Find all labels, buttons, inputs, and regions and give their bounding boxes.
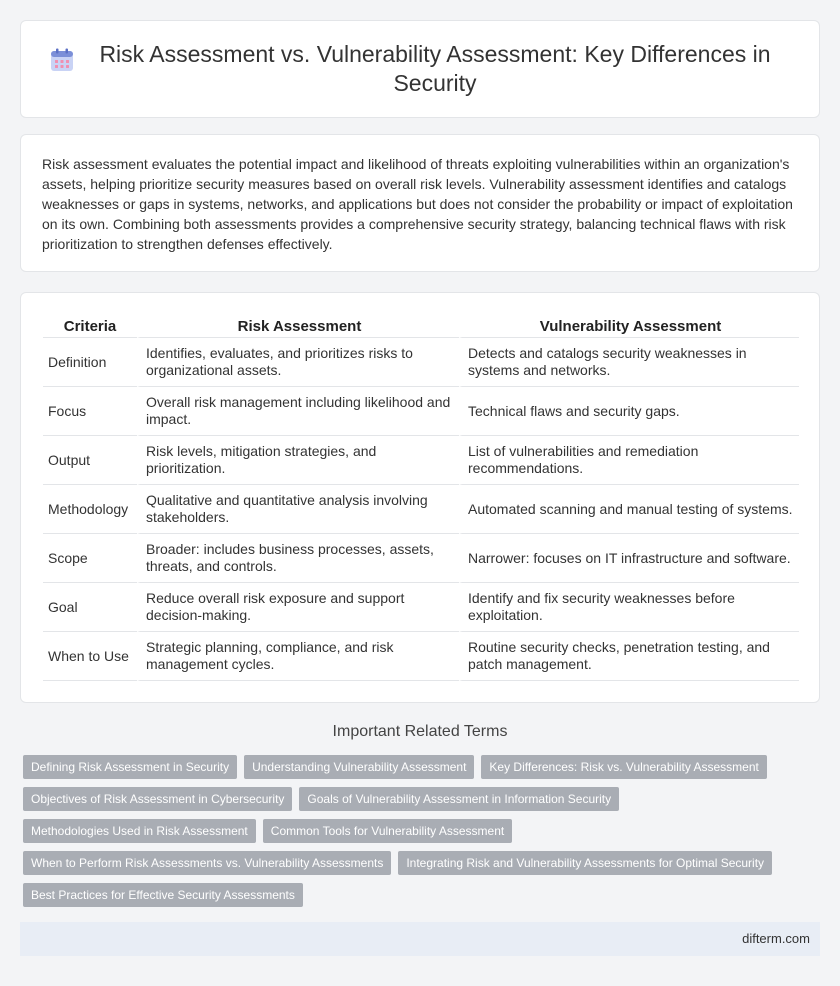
related-term-tag[interactable]: Common Tools for Vulnerability Assessment	[263, 819, 512, 843]
header-card	[20, 20, 820, 118]
table-row	[43, 632, 799, 681]
row-criteria: Methodology	[43, 485, 137, 534]
row-vulnerability-cell: Narrower: focuses on IT infrastructure and software.	[459, 534, 799, 583]
row-risk-cell: Qualitative and quantitative analysis involving stakeholders.	[137, 485, 459, 534]
related-terms-list	[23, 755, 819, 907]
row-vulnerability-cell: Technical flaws and security gaps.	[459, 387, 799, 436]
intro-text: Risk assessment evaluates the potential impact and likelihood of threats exploiting vulnerabilities within an organization's assets, helping prioritize security measures based on overall risk levels. Vulnerability assessment identifies and catalogs weaknesses or gaps in systems, networks, and applications but does not consider the probability or impact of exploitation on its own. Combining both assessments provides a comprehensive security strategy, balancing technical flaws with risk prioritization to strengthen defenses effectively.	[42, 156, 793, 252]
related-term-tag[interactable]: When to Perform Risk Assessments vs. Vulnerability Assessments	[23, 851, 391, 875]
row-risk-cell: Reduce overall risk exposure and support decision-making.	[137, 583, 459, 632]
related-term-tag[interactable]: Goals of Vulnerability Assessment in Information Security	[299, 787, 619, 811]
table-row	[43, 485, 799, 534]
row-risk-cell: Broader: includes business processes, assets, threats, and controls.	[137, 534, 459, 583]
header-vulnerability-assessment: Vulnerability Assessment	[459, 313, 799, 338]
row-vulnerability-cell: Routine security checks, penetration testing, and patch management.	[459, 632, 799, 681]
related-term-tag[interactable]: Objectives of Risk Assessment in Cybersecurity	[23, 787, 292, 811]
row-vulnerability-cell: Identify and fix security weaknesses before exploitation.	[459, 583, 799, 632]
footer	[20, 922, 820, 956]
row-risk-cell: Risk levels, mitigation strategies, and prioritization.	[137, 436, 459, 485]
header-risk-assessment: Risk Assessment	[137, 313, 459, 338]
row-criteria: Goal	[43, 583, 137, 632]
row-vulnerability-cell: Automated scanning and manual testing of systems.	[459, 485, 799, 534]
row-criteria: Definition	[43, 338, 137, 387]
row-criteria: Focus	[43, 387, 137, 436]
row-criteria: When to Use	[43, 632, 137, 681]
table-header-row	[43, 313, 799, 338]
page-title: Risk Assessment vs. Vulnerability Assessment: Key Differences in Security	[99, 41, 771, 96]
row-risk-cell: Identifies, evaluates, and prioritizes risks to organizational assets.	[137, 338, 459, 387]
footer-site-link[interactable]: difterm.com	[742, 931, 810, 946]
comparison-table-card	[20, 292, 820, 703]
table-row	[43, 583, 799, 632]
related-term-tag[interactable]: Understanding Vulnerability Assessment	[244, 755, 474, 779]
row-criteria: Output	[43, 436, 137, 485]
comparison-table	[43, 313, 799, 681]
header-criteria: Criteria	[43, 313, 137, 338]
calendar-icon	[49, 47, 75, 73]
table-row	[43, 534, 799, 583]
intro-card	[20, 134, 820, 272]
related-term-tag[interactable]: Key Differences: Risk vs. Vulnerability Assessment	[481, 755, 766, 779]
related-term-tag[interactable]: Defining Risk Assessment in Security	[23, 755, 237, 779]
row-vulnerability-cell: Detects and catalogs security weaknesses in systems and networks.	[459, 338, 799, 387]
row-risk-cell: Overall risk management including likelihood and impact.	[137, 387, 459, 436]
related-term-tag[interactable]: Best Practices for Effective Security Assessments	[23, 883, 303, 907]
table-row	[43, 436, 799, 485]
row-risk-cell: Strategic planning, compliance, and risk management cycles.	[137, 632, 459, 681]
row-vulnerability-cell: List of vulnerabilities and remediation recommendations.	[459, 436, 799, 485]
related-term-tag[interactable]: Integrating Risk and Vulnerability Assessments for Optimal Security	[398, 851, 772, 875]
row-criteria: Scope	[43, 534, 137, 583]
table-row	[43, 338, 799, 387]
table-row	[43, 387, 799, 436]
related-term-tag[interactable]: Methodologies Used in Risk Assessment	[23, 819, 256, 843]
related-terms-title: Important Related Terms	[332, 723, 508, 740]
